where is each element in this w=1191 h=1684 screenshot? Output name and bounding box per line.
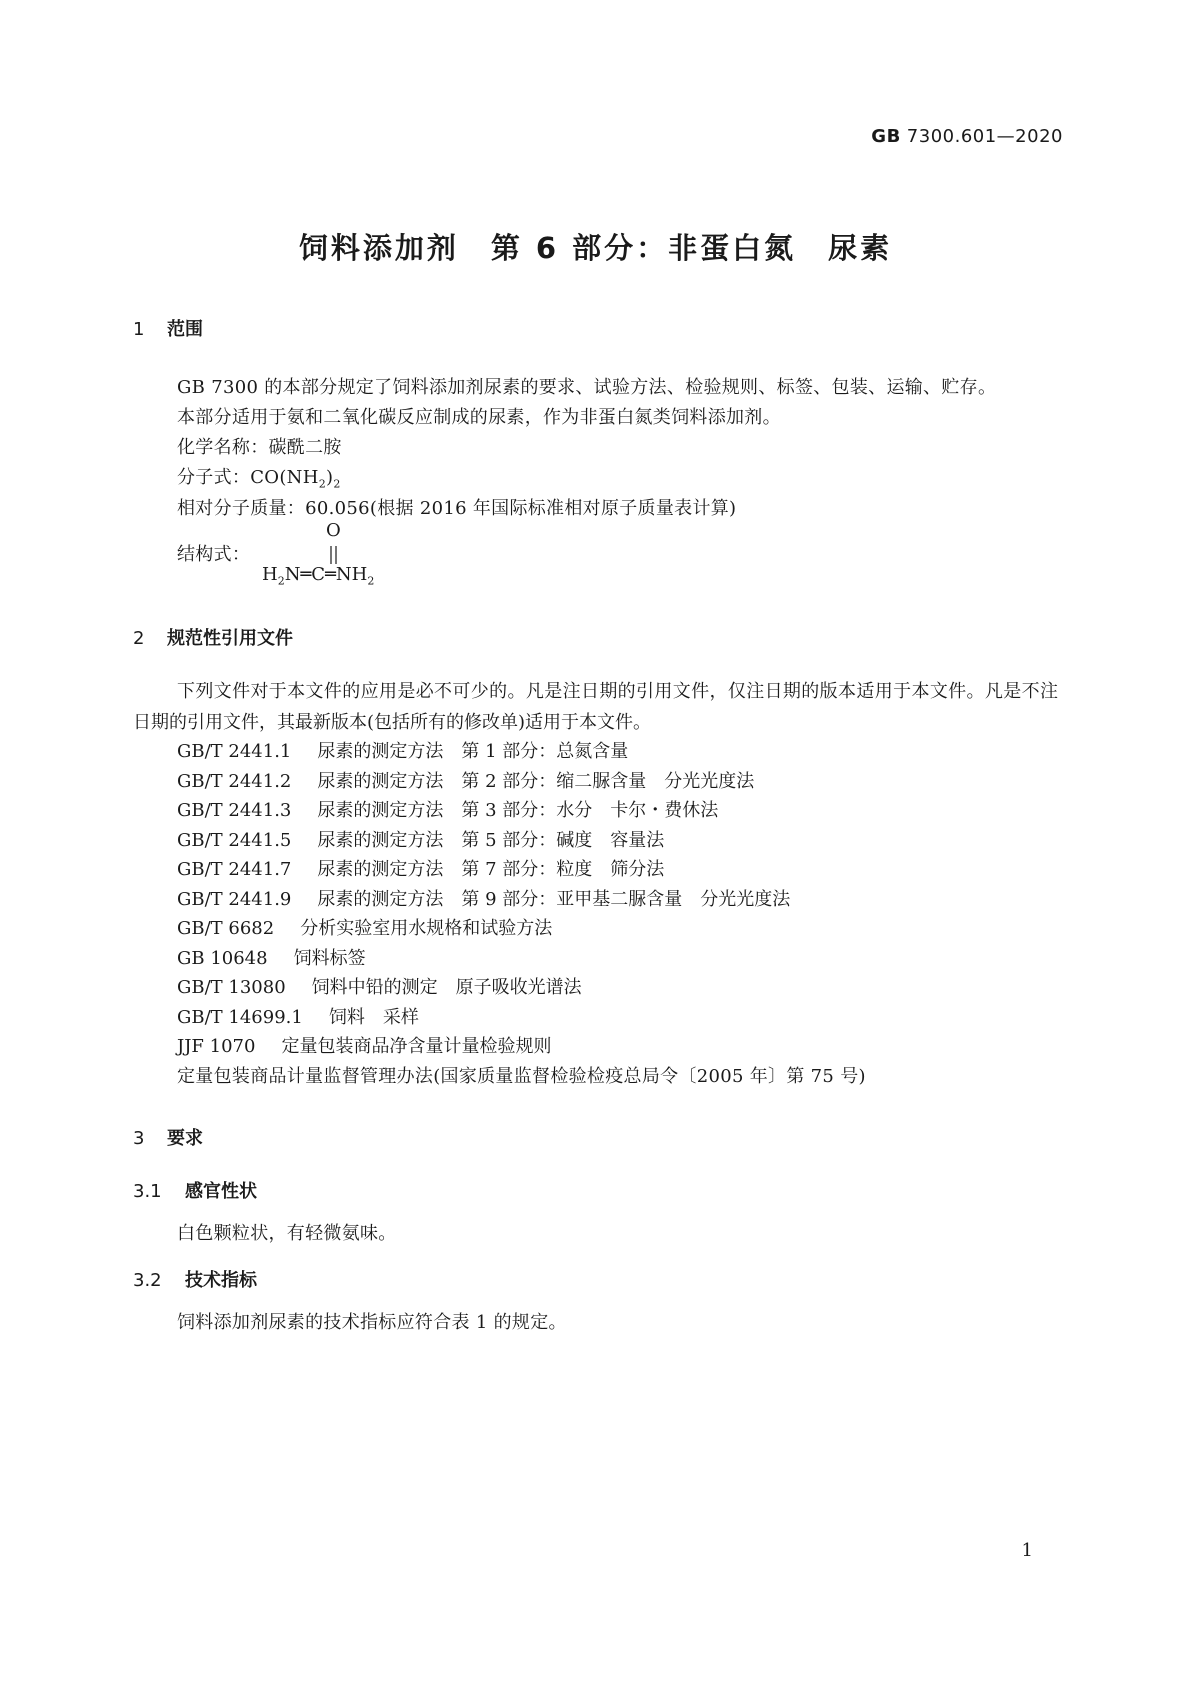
- page-number: 1: [1021, 1540, 1033, 1561]
- section-2-heading: 2 规范性引用文件: [133, 628, 293, 649]
- reference-item: [177, 914, 552, 940]
- reference-code: GB/T 2441.2: [177, 770, 292, 792]
- reference-code: GB/T 14699.1: [177, 1006, 303, 1028]
- reference-code: GB/T 6682: [177, 918, 275, 939]
- structural-formula: [262, 520, 422, 630]
- oxygen-atom: O: [326, 520, 341, 541]
- reference-code: GB/T 2441.3: [177, 800, 292, 821]
- reference-item: [177, 767, 754, 793]
- reference-code: GB/T 2441.1: [177, 741, 292, 762]
- reference-item: [177, 944, 366, 970]
- reference-title: 饲料标签: [293, 947, 366, 969]
- section-3-2-heading: 3.2 技术指标: [133, 1270, 257, 1291]
- reference-title: 尿素的测定方法 第 3 部分：水分 卡尔・费休法: [317, 800, 719, 821]
- reference-title: 尿素的测定方法 第 9 部分：亚甲基二脲含量 分光光度法: [317, 888, 791, 910]
- reference-code: GB 10648: [177, 947, 268, 969]
- reference-code: GB/T 13080: [177, 977, 286, 998]
- section-3-heading: 3 要求: [133, 1128, 203, 1149]
- document-title: 饲料添加剂 第 6 部分：非蛋白氮 尿素: [298, 231, 893, 265]
- reference-title: 尿素的测定方法 第 2 部分：缩二脲含量 分光光度法: [317, 770, 755, 792]
- reference-item: [177, 737, 628, 763]
- reference-title: 饲料 采样: [328, 1006, 419, 1028]
- reference-item: [177, 855, 664, 881]
- reference-item: [177, 796, 718, 822]
- reference-item: [177, 1003, 419, 1029]
- structure-chain: $H_2N═C═NH_2$: [262, 564, 375, 588]
- molecular-formula: 分子式：$CO(NH_2)_2$: [177, 467, 341, 491]
- reference-code: GB/T 2441.5: [177, 829, 292, 851]
- reference-title: 尿素的测定方法 第 5 部分：碱度 容量法: [317, 829, 665, 851]
- technical-requirements-text: 饲料添加剂尿素的技术指标应符合表 1 的规定。: [177, 1312, 567, 1333]
- scope-paragraph-2: 本部分适用于氨和二氧化碳反应制成的尿素，作为非蛋白氮类饲料添加剂。: [177, 407, 781, 428]
- molecular-mass: 相对分子质量：60.056(根据 2016 年国际标准相对原子质量表计算): [177, 498, 737, 519]
- reference-title: 分析实验室用水规格和试验方法: [300, 918, 553, 939]
- section-3-1-heading: 3.1 感官性状: [133, 1181, 257, 1202]
- reference-code: JJF 1070: [177, 1036, 256, 1057]
- standard-code: GB 7300.601—2020: [871, 126, 1063, 147]
- reference-title: 尿素的测定方法 第 1 部分：总氮含量: [317, 741, 629, 762]
- reference-item: [177, 1032, 551, 1058]
- sensory-description: 白色颗粒状，有轻微氨味。: [177, 1223, 397, 1244]
- section-1-heading: 1 范围: [133, 319, 203, 340]
- reference-title: 尿素的测定方法 第 7 部分：粒度 筛分法: [317, 859, 665, 880]
- reference-item: [177, 885, 790, 911]
- reference-title: 饲料中铅的测定 原子吸收光谱法: [311, 977, 582, 998]
- reference-code: GB/T 2441.9: [177, 888, 292, 910]
- double-bond-icon: [328, 545, 340, 565]
- scope-paragraph-1: GB 7300 的本部分规定了饲料添加剂尿素的要求、试验方法、检验规则、标签、包装、运输、贮存。: [177, 377, 997, 398]
- structure-label: 结构式：: [177, 544, 251, 565]
- normative-references-intro: 下列文件对于本文件的应用是必不可少的。凡是注日期的引用文件，仅注日期的版本适用于本文件。凡是不注日期的引用文件，其最新版本(包括所有的修改单)适用于本文件。: [133, 681, 1058, 733]
- reference-code: GB/T 2441.7: [177, 859, 292, 880]
- reference-item: [177, 973, 582, 999]
- reference-item: [177, 826, 664, 852]
- reference-last: 定量包装商品计量监督管理办法(国家质量监督检验检疫总局令〔2005 年〕第 75 号): [177, 1066, 866, 1087]
- chemical-name: 化学名称：碳酰二胺: [177, 437, 342, 458]
- reference-title: 定量包装商品净含量计量检验规则: [281, 1036, 552, 1057]
